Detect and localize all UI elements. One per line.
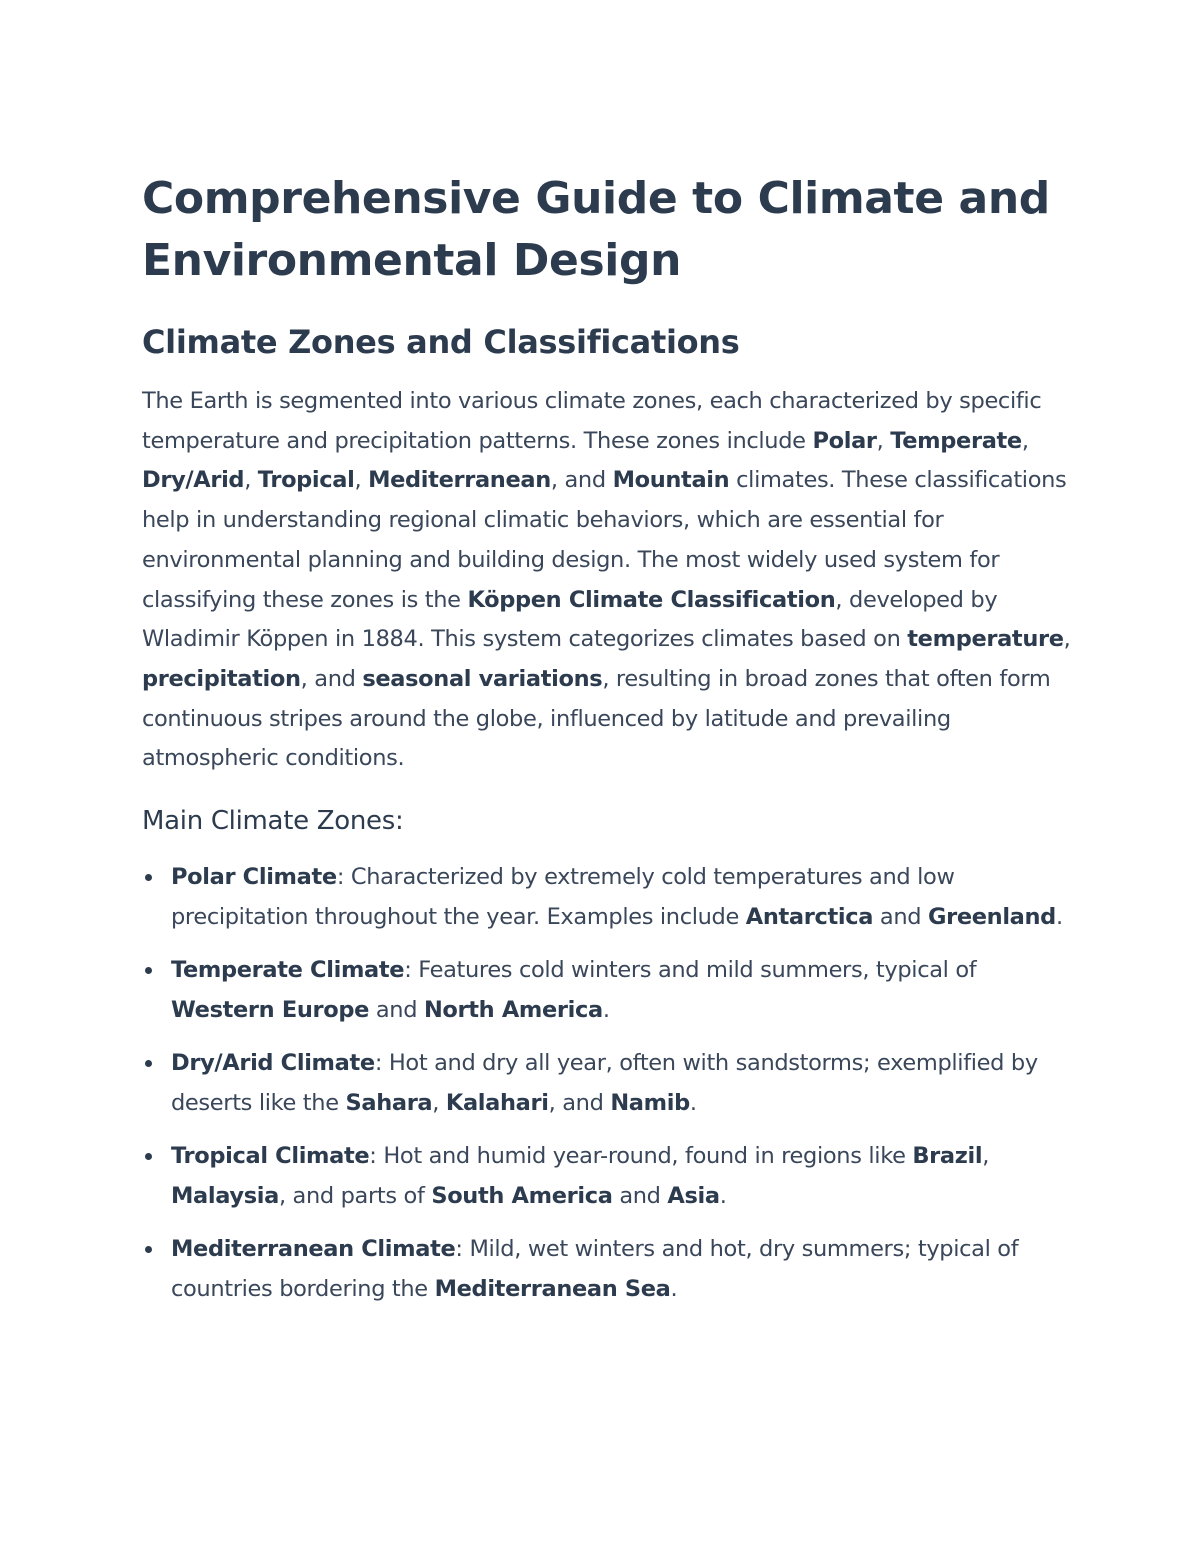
bullet-icon bbox=[145, 1246, 152, 1253]
text-run: . bbox=[602, 997, 610, 1024]
bold-term: Mediterranean Sea bbox=[434, 1276, 671, 1303]
intro-paragraph bbox=[142, 382, 1072, 779]
text-run: . bbox=[1055, 904, 1063, 931]
bold-term: Brazil bbox=[912, 1143, 983, 1170]
bold-term: South America bbox=[431, 1183, 613, 1210]
document-title: Comprehensive Guide to Climate and Environmental Design bbox=[142, 173, 1050, 286]
text-run: : Mild, wet winters and hot, dry summers; typical of countries bordering the bbox=[171, 1236, 1019, 1303]
bold-term: Mountain bbox=[612, 467, 730, 494]
text-run: , bbox=[876, 427, 891, 454]
bold-term: Namib bbox=[610, 1090, 690, 1117]
text-run: : Features cold winters and mild summers, typical of bbox=[404, 957, 977, 984]
list-item bbox=[142, 1136, 1072, 1216]
text-run: , and bbox=[550, 467, 613, 494]
bold-term: temperature bbox=[907, 626, 1064, 653]
climate-zone-list bbox=[142, 857, 1072, 1309]
bold-term: Tropical bbox=[257, 467, 355, 494]
bold-term: Dry/Arid bbox=[142, 467, 245, 494]
bold-term: Asia bbox=[667, 1183, 720, 1210]
text-run: : Hot and dry all year, often with sandstorms; exemplified by deserts like the bbox=[171, 1050, 1038, 1117]
section-heading: Climate Zones and Classifications bbox=[142, 323, 740, 361]
text-run: . bbox=[689, 1090, 697, 1117]
bold-term: Kalahari bbox=[445, 1090, 549, 1117]
list-item bbox=[142, 857, 1072, 937]
main-climate-zones-heading: Main Climate Zones: bbox=[142, 806, 404, 837]
bold-term: Temperate Climate bbox=[171, 957, 405, 984]
bold-term: Mediterranean bbox=[368, 467, 551, 494]
text-run: and bbox=[369, 997, 424, 1024]
text-run: , and parts of bbox=[278, 1183, 432, 1210]
bullet-icon bbox=[145, 1060, 152, 1067]
text-run: The Earth is segmented into various climate zones, each characterized by specific temperature and precipitation patterns. These zones include bbox=[142, 388, 1042, 454]
bold-term: North America bbox=[423, 997, 603, 1024]
text-run: , bbox=[244, 467, 258, 494]
bold-term: Dry/Arid Climate bbox=[171, 1050, 375, 1077]
bold-term: Tropical Climate bbox=[171, 1143, 370, 1170]
text-run: , and bbox=[300, 665, 363, 692]
bold-term: precipitation bbox=[142, 665, 301, 692]
text-run: , developed by Wladimir Köppen in 1884. This system categorizes climates based on bbox=[142, 586, 998, 653]
bold-term: Sahara bbox=[345, 1090, 433, 1117]
text-run: and bbox=[873, 904, 928, 931]
text-run: , bbox=[432, 1090, 446, 1117]
bold-term: Mediterranean Climate bbox=[171, 1236, 456, 1263]
bold-term: Temperate bbox=[890, 427, 1022, 454]
bold-term: Malaysia bbox=[171, 1183, 279, 1210]
list-item bbox=[142, 950, 1072, 1030]
bold-term: Greenland bbox=[927, 904, 1056, 931]
list-item bbox=[142, 1043, 1072, 1123]
bullet-icon bbox=[145, 967, 152, 974]
list-item bbox=[142, 1229, 1072, 1309]
bold-term: seasonal variations bbox=[362, 665, 603, 692]
document-page bbox=[142, 168, 1072, 1322]
text-run: , bbox=[982, 1143, 990, 1170]
text-run: . bbox=[670, 1276, 678, 1303]
text-run: : Characterized by extremely cold temperatures and low precipitation throughout the year. Examples include bbox=[171, 864, 955, 931]
text-run: , bbox=[1063, 626, 1071, 653]
text-run: , bbox=[354, 467, 369, 494]
text-run: . bbox=[719, 1183, 727, 1210]
text-run: , resulting in broad zones that often form continuous stripes around the globe, influenced by latitude and prevailing atmospheric conditions. bbox=[142, 665, 1051, 772]
bold-term: Western Europe bbox=[171, 997, 370, 1024]
text-run: , and bbox=[548, 1090, 611, 1117]
bullet-icon bbox=[145, 1153, 152, 1160]
text-run: and bbox=[612, 1183, 668, 1210]
bold-term: Polar Climate bbox=[171, 864, 337, 891]
bold-term: Antarctica bbox=[745, 904, 874, 931]
bullet-icon bbox=[145, 874, 152, 881]
text-run: : Hot and humid year-round, found in regions like bbox=[369, 1143, 913, 1170]
bold-term: Polar bbox=[812, 427, 877, 454]
text-run: , bbox=[1021, 427, 1029, 454]
text-run: climates. These classifications help in understanding regional climatic behaviors, which are essential for environmental planning and building design. The most widely used system for classifying these zones is the bbox=[142, 467, 1067, 613]
bold-term: Köppen Climate Classification bbox=[467, 586, 836, 613]
